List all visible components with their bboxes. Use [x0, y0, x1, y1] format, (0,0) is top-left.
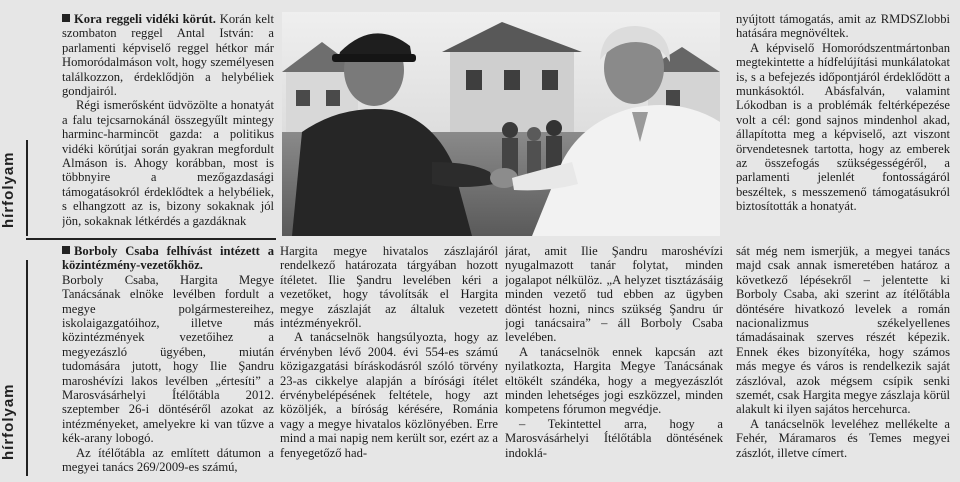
article2-paragraph-7: – Tekintettel arra, hogy a Marosvásárhelyi Ítélőtábla döntésének indoklá- — [505, 416, 723, 460]
section-label-top: hírfolyam — [0, 151, 17, 229]
article2-column-1 — [62, 244, 274, 478]
article2-paragraph-3: Hargita megye hivatalos zászlajáról rendelkező határozata tárgyában hozott ítéletet. Ilie Şandru levelében kéri a vezetőket, hogy távolítsák el Hargita megye zászlaját az általuk vezetett intézményekről. — [280, 244, 498, 331]
article2-paragraph-6: A tanácselnök ennek kapcsán azt nyilatkozta, Hargita Megye Tanácsának eltökélt szándéka, hogy a megyezászlót minden lehetséges jogi eszközzel, minden kompetens fórumon megvédje. — [505, 344, 723, 417]
article1-heading: Kora reggeli vidéki körút. — [74, 12, 216, 26]
article1-text-1: Korán kelt szombaton reggel Antal István: a parlamenti képviselő reggel hétkor már Homoródalmáson volt, hogy személyesen találkozzon, érdeklődjön a helybéliek gondjairól. — [62, 12, 274, 99]
article1-paragraph-2: Régi ismerősként üdvözölte a honatyát a falu tejcsarnokánál összegyűlt mintegy harminc-harmincöt gazda: a politikus vidéki körútjai során gyakran megfordult Almáson is. Ahogy korábban, most is többnyire a mezőgazdasági támogatásokról érdeklődtek a helybéliek, s elhangzott az is, bizony sokaknak jól jön, sokaknak létkérdés a gazdáknak — [62, 98, 274, 228]
article1-paragraph-4: A képviselő Homoródszentmártonban megtekintette a hídfelújítási munkálatokat is, s a befejezés időpontjáról érdeklődött a munkásoktól. Abásfalván, valamint Lókodban is a problémák feltérképezése volt a cél: gond sajnos mindenhol akad, állapította meg a képviselő, azt viszont örvendetesnek tartotta, hogy az emberek az összefogás szükségességéről, a parlamenti jelenlét fontosságáról beszéltek, s messzemenő támogatásukról biztosították a honatyát. — [736, 40, 950, 214]
article2-paragraph-5: járat, amit Ilie Şandru maroshévízi nyugalmazott tanár folytat, minden jogalapot nélkülöz. „A helyzet tisztázásáig minden vezető tud ebben az ügyben döntést hozni, nincs szükség Şandru úr jogi tanácsaira” – áll Borboly Csaba levelében. — [505, 244, 723, 345]
article-divider — [26, 238, 276, 240]
section-rule-bottom — [26, 260, 28, 476]
section-rule-top — [26, 140, 28, 236]
article2-heading-block — [62, 244, 274, 273]
article1-column-right — [736, 12, 950, 236]
article1-column-left — [62, 12, 274, 236]
article2-paragraph-1: Borboly Csaba, Hargita Megye Tanácsának elnöke levélben fordult a megye polgármestereihez, iskolaigazgatóihoz, illetve más közintézmények vezetőihez a megyezászló ügyében, miután tudomására jutott, hogy Ilie Şandru maroshévízi lakos levélben „értesíti” a Marosvásárhelyi Ítélőtábla 2012. szeptember 26-i döntéséről azokat az intézményeket, amelyekre ki van tűzve a kék-arany lobogó. — [62, 272, 274, 446]
article2-paragraph-4: A tanácselnök hangsúlyozta, hogy az érvényben lévő 2004. évi 554-es számú közigazgatási bíráskodásról szóló törvény 23-as cikkelye alapján a bírósági ítélet érvénybelépésének feltétele, hogy azt közöljék, a bíróság kérésére, Románia vagy a megye hivatalos közlönyében. Erre mind a mai napig nem került sor, ezért az a fenyegetőző had- — [280, 330, 498, 460]
section-label-bottom: hírfolyam — [0, 383, 17, 461]
bullet-square-icon — [62, 14, 70, 22]
article2-paragraph-8: sát még nem ismerjük, a megyei tanács majd csak annak ismeretében határoz a következő lépésekről – jelentette ki Borboly Csaba, aki szerint az ítélőtábla döntésére hivatkozó levelek a román nacionalizmus székelyellenes támadásainak szerves részét képezik. Ennek ékes bizonyítéka, hogy számos más megye és város is rendelkezik saját zászlóval, azok mégsem csípik senki szemét, csak Hargita megye zászlaja körül alakult ki ilyen sajátos hercehurca. — [736, 244, 950, 417]
article1-paragraph-1 — [62, 12, 274, 98]
bullet-square-icon — [62, 246, 70, 254]
photo-two-men-handshake-icon — [282, 12, 720, 236]
article2-paragraph-9: A tanácselnök leveléhez mellékelte a Fehér, Máramaros és Temes megyei zászlót, illetve címert. — [736, 416, 950, 460]
news-photo — [282, 12, 720, 236]
article1-paragraph-3: nyújtott támogatás, amit az RMDSZlobbi hatására megnövéltek. — [736, 12, 950, 41]
article2-column-3 — [505, 244, 723, 478]
article2-paragraph-2: Az ítélőtábla az említett dátumon a megyei tanács 269/2009-es számú, — [62, 445, 274, 475]
article2-column-2 — [280, 244, 498, 478]
article2-heading: Borboly Csaba felhívást intézett a közintézmény-vezetőkhöz. — [62, 244, 274, 273]
article2-column-4 — [736, 244, 950, 478]
